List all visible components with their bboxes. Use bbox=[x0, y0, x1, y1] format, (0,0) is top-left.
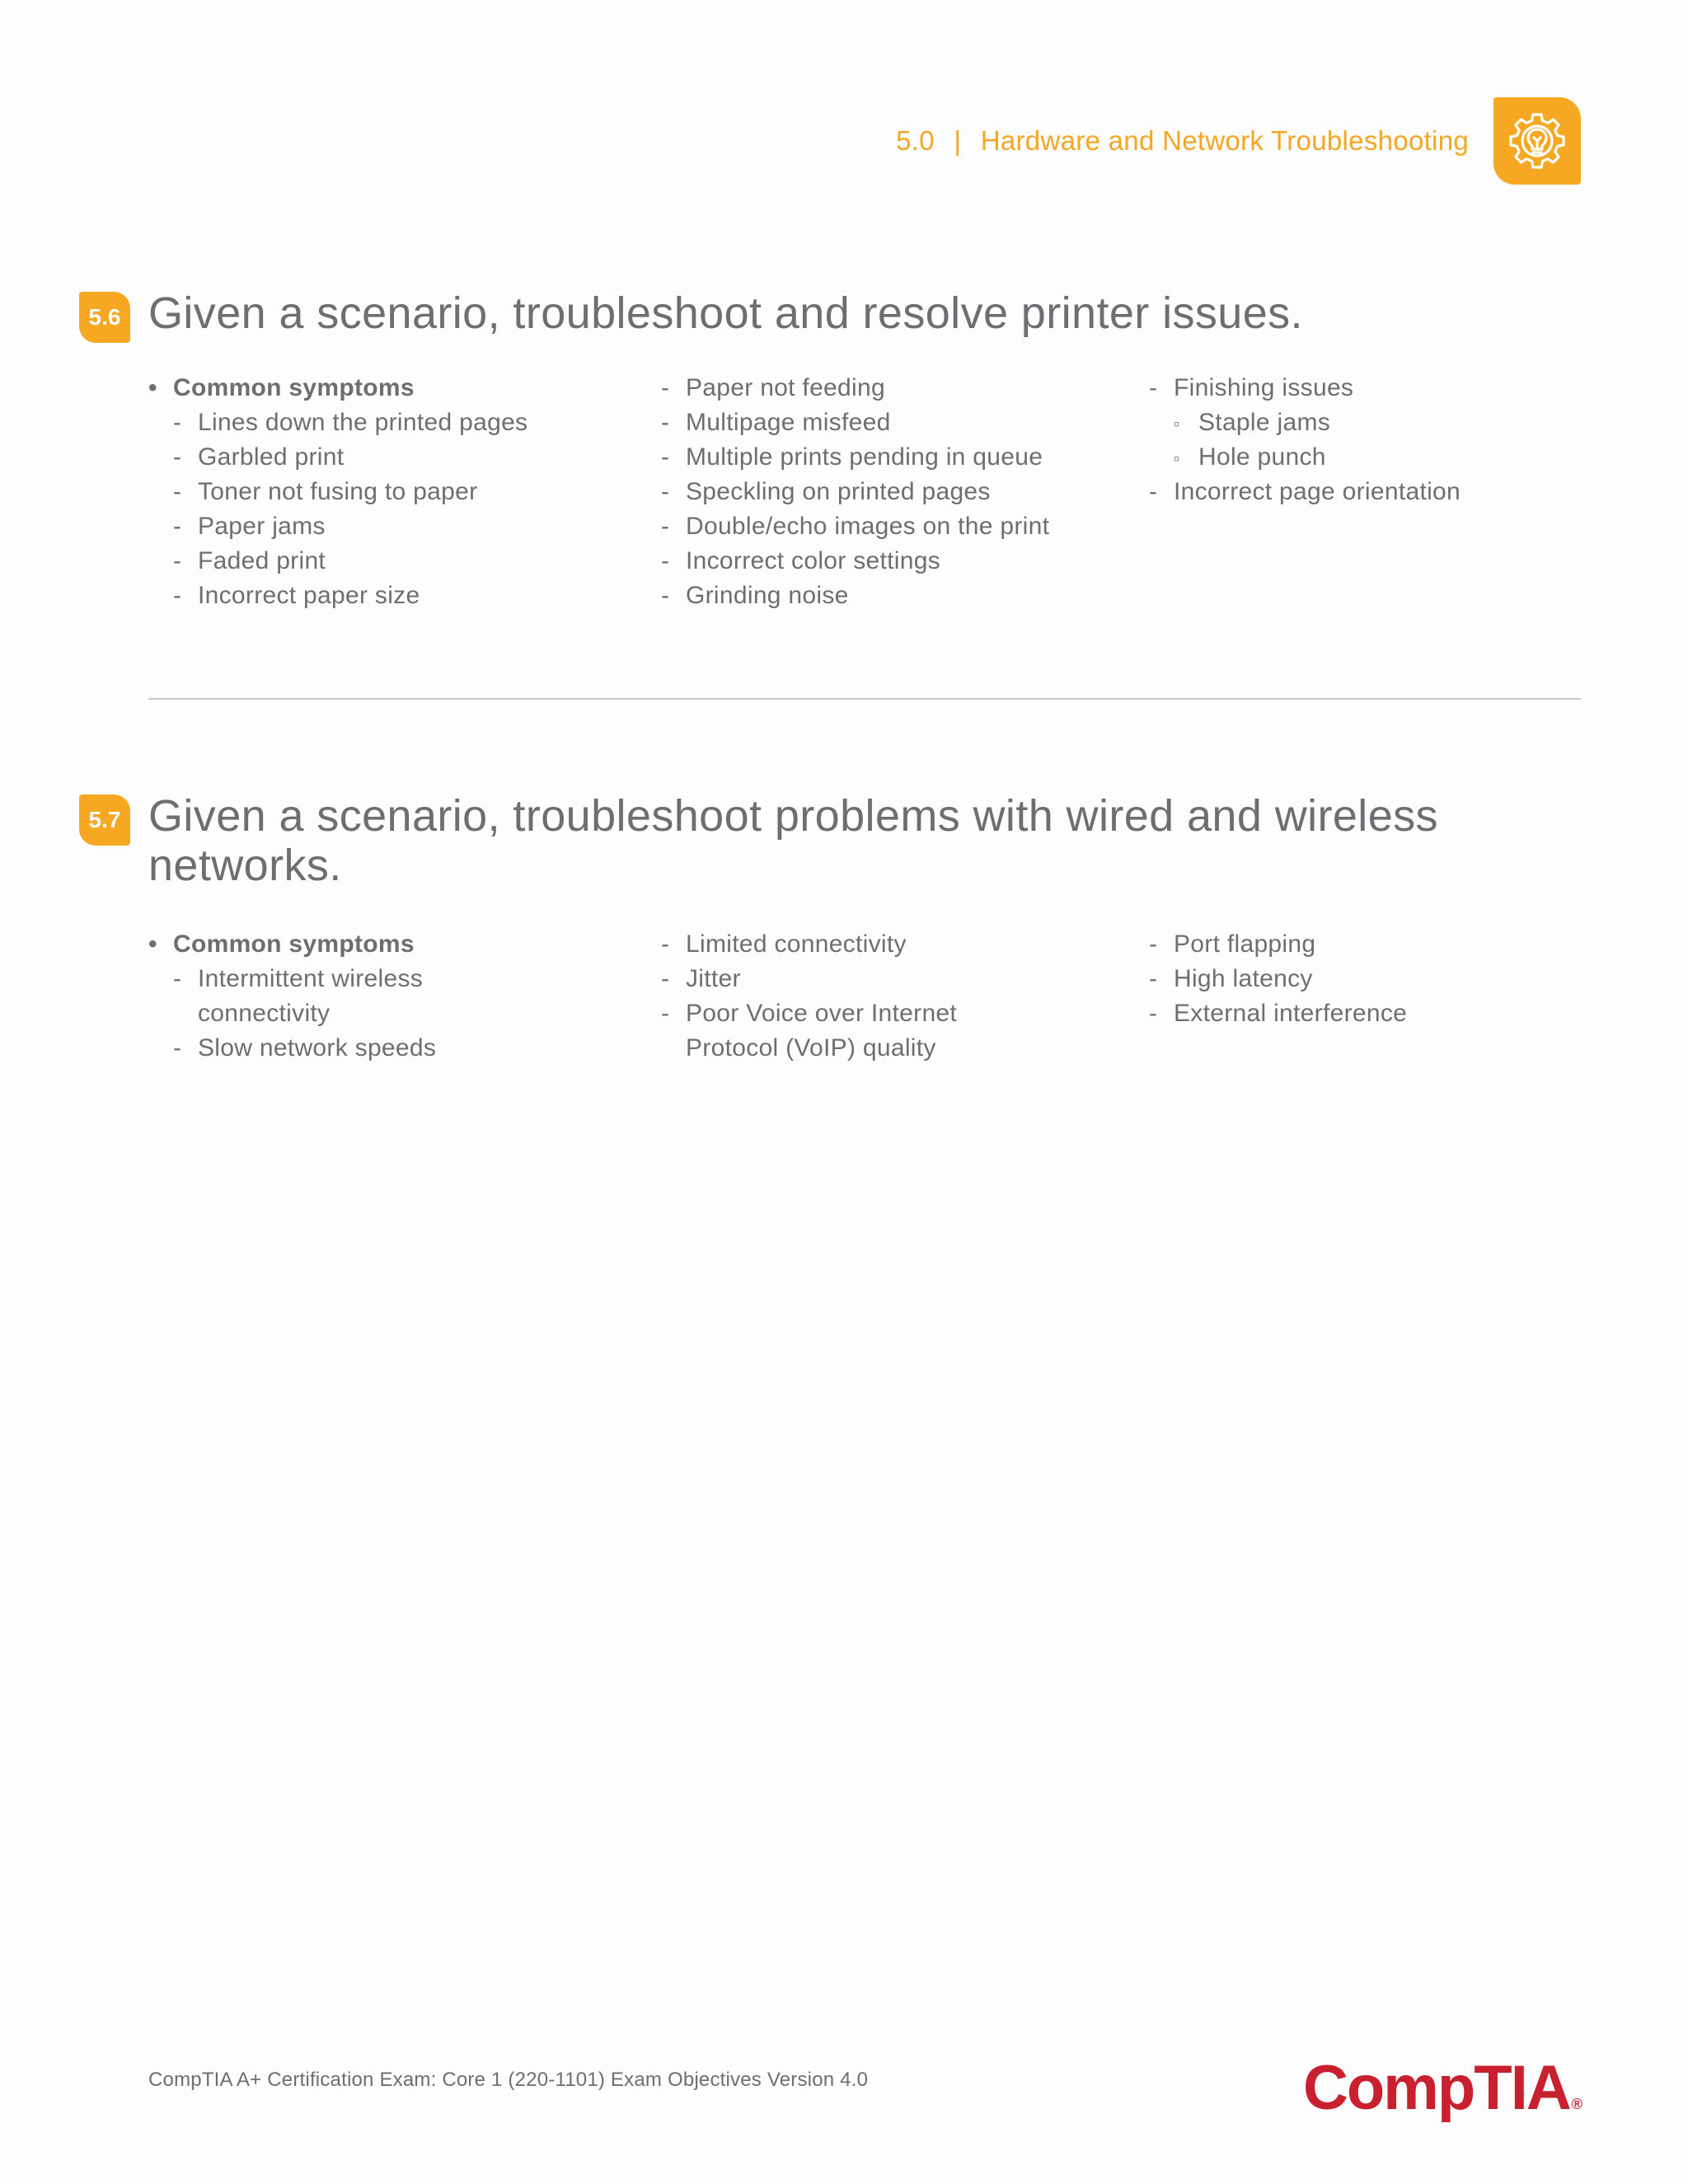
list-item-text: External interference bbox=[1174, 1000, 1408, 1027]
registered-mark: ® bbox=[1571, 2096, 1581, 2112]
list-marker: - bbox=[661, 547, 670, 574]
list-item bbox=[1124, 440, 1612, 475]
gear-lightbulb-icon bbox=[1493, 97, 1581, 185]
list-item bbox=[148, 371, 636, 405]
list-item bbox=[636, 996, 1124, 1031]
symptom-column bbox=[148, 927, 636, 1066]
list-marker: - bbox=[1149, 1000, 1158, 1027]
objective-title: Given a scenario, troubleshoot problems with wired and wireless networks. bbox=[148, 791, 1438, 890]
list-marker: ▫ bbox=[1174, 450, 1180, 468]
list-item-text: Finishing issues bbox=[1174, 374, 1354, 401]
list-item bbox=[636, 579, 1124, 613]
list-item-text: Double/echo images on the print bbox=[686, 513, 1050, 540]
list-item bbox=[148, 440, 636, 475]
symptom-columns bbox=[148, 927, 1612, 1066]
list-item-text: connectivity bbox=[198, 1000, 331, 1027]
list-item bbox=[636, 927, 1124, 962]
list-marker: - bbox=[1149, 965, 1158, 992]
header-title bbox=[896, 125, 1469, 157]
list-item bbox=[636, 440, 1124, 475]
list-item bbox=[636, 544, 1124, 579]
list-item bbox=[148, 996, 636, 1031]
list-item-text: Multipage misfeed bbox=[686, 409, 891, 436]
list-item-text: Speckling on printed pages bbox=[686, 478, 991, 505]
list-item-text: Garbled print bbox=[198, 443, 345, 471]
objective-title: Given a scenario, troubleshoot and resolve printer issues. bbox=[148, 288, 1303, 338]
objective-badge: 5.7 bbox=[79, 794, 130, 846]
list-marker: • bbox=[148, 374, 157, 401]
symptom-column bbox=[148, 371, 636, 613]
list-item bbox=[148, 475, 636, 509]
list-marker: - bbox=[1149, 930, 1158, 958]
symptom-column bbox=[1124, 371, 1612, 613]
list-marker: - bbox=[661, 374, 670, 401]
header-section-number: 5.0 bbox=[896, 125, 935, 156]
footer-text: CompTIA A+ Certification Exam: Core 1 (220-1101) Exam Objectives Version 4.0 bbox=[148, 2069, 869, 2091]
list-marker: - bbox=[661, 930, 670, 958]
list-item bbox=[636, 475, 1124, 509]
list-item-text: Slow network speeds bbox=[198, 1034, 437, 1062]
list-item-text: Incorrect color settings bbox=[686, 547, 940, 574]
list-item bbox=[1124, 475, 1612, 509]
list-marker: - bbox=[173, 478, 182, 505]
list-item-text: High latency bbox=[1174, 965, 1313, 992]
list-marker: - bbox=[1149, 478, 1158, 505]
list-item-text: Incorrect paper size bbox=[198, 582, 420, 609]
comptia-logo bbox=[1303, 2052, 1581, 2124]
list-item bbox=[1124, 927, 1612, 962]
list-item-text: Jitter bbox=[686, 965, 741, 992]
list-item-text: Port flapping bbox=[1174, 930, 1316, 958]
list-item-text: Hole punch bbox=[1198, 443, 1326, 471]
list-item bbox=[148, 927, 636, 962]
symptom-columns bbox=[148, 371, 1612, 613]
list-marker: ▫ bbox=[1174, 415, 1180, 434]
list-item-text: Intermittent wireless bbox=[198, 965, 424, 992]
list-marker: - bbox=[661, 1000, 670, 1027]
header-separator: | bbox=[954, 125, 962, 156]
list-item bbox=[148, 405, 636, 440]
list-marker: - bbox=[173, 965, 182, 992]
list-item-text: Poor Voice over Internet bbox=[686, 1000, 958, 1027]
list-item bbox=[148, 962, 636, 996]
list-item bbox=[148, 579, 636, 613]
list-item bbox=[636, 405, 1124, 440]
logo-wordmark: CompTIA bbox=[1303, 2053, 1570, 2123]
list-item bbox=[636, 1031, 1124, 1066]
list-item bbox=[1124, 962, 1612, 996]
list-marker: - bbox=[661, 965, 670, 992]
page-header bbox=[896, 97, 1581, 185]
list-marker: - bbox=[661, 582, 670, 609]
list-marker: - bbox=[1149, 374, 1158, 401]
list-item-text: Incorrect page orientation bbox=[1174, 478, 1461, 505]
list-item bbox=[1124, 996, 1612, 1031]
list-item-text: Paper jams bbox=[198, 513, 326, 540]
symptom-column bbox=[636, 371, 1124, 613]
list-item-text: Faded print bbox=[198, 547, 326, 574]
list-marker: - bbox=[173, 547, 182, 574]
list-marker: - bbox=[173, 1034, 182, 1062]
list-item bbox=[1124, 371, 1612, 405]
list-item-text: Limited connectivity bbox=[686, 930, 907, 958]
list-item bbox=[636, 371, 1124, 405]
objective-badge: 5.6 bbox=[79, 292, 130, 343]
list-item bbox=[1124, 405, 1612, 440]
header-section-title: Hardware and Network Troubleshooting bbox=[980, 125, 1469, 156]
list-item-text: Staple jams bbox=[1198, 409, 1331, 436]
list-item-text: Multiple prints pending in queue bbox=[686, 443, 1043, 471]
list-item bbox=[148, 544, 636, 579]
list-item-text: Grinding noise bbox=[686, 582, 849, 609]
list-item bbox=[148, 1031, 636, 1066]
list-marker: - bbox=[661, 443, 670, 471]
list-marker: - bbox=[173, 443, 182, 471]
list-marker: - bbox=[173, 409, 182, 436]
list-item bbox=[148, 509, 636, 544]
list-marker: - bbox=[173, 582, 182, 609]
list-item-text: Lines down the printed pages bbox=[198, 409, 528, 436]
list-marker: - bbox=[661, 513, 670, 540]
symptom-column bbox=[636, 927, 1124, 1066]
list-item-text: Protocol (VoIP) quality bbox=[686, 1034, 936, 1062]
list-item bbox=[636, 962, 1124, 996]
list-marker: - bbox=[173, 513, 182, 540]
section-divider bbox=[148, 698, 1581, 700]
list-item bbox=[636, 509, 1124, 544]
list-item-text: Common symptoms bbox=[173, 930, 415, 958]
list-marker: - bbox=[661, 409, 670, 436]
list-item-text: Paper not feeding bbox=[686, 374, 885, 401]
symptom-column bbox=[1124, 927, 1612, 1066]
list-marker: • bbox=[148, 930, 157, 958]
list-item-text: Common symptoms bbox=[173, 374, 415, 401]
list-marker: - bbox=[661, 478, 670, 505]
list-item-text: Toner not fusing to paper bbox=[198, 478, 478, 505]
